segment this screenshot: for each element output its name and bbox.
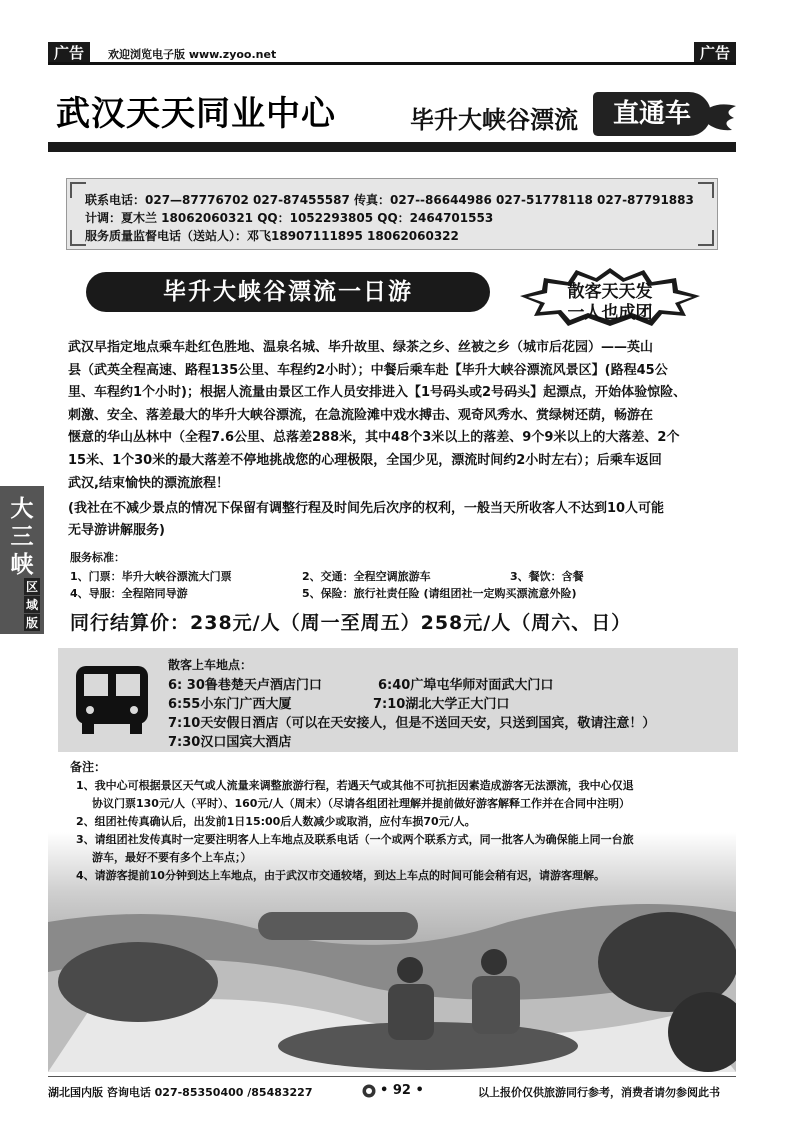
flame-icon <box>698 96 738 136</box>
side-tab-char: 三 <box>10 523 34 550</box>
policy-text <box>68 498 720 542</box>
policy-line: 无导游讲解服务) <box>68 523 165 538</box>
itinerary-line: 里、车程约1个小时)；根据人流量由景区工作人员安排进入【1号码头或2号码头】起漂点，开始体验惊险、 <box>68 385 687 401</box>
side-tab-char: 峡 <box>10 551 34 578</box>
note-line: 1、我中心可根据景区天气或人流量来调整旅游行程，若遇天气或其他不可抗拒因素造成游客无法漂流，我中心仅退 <box>76 779 634 792</box>
daily-departure-stamp <box>520 268 700 326</box>
service-item: 1、门票：毕升大峡谷漂流大门票 <box>70 570 232 583</box>
corner-ornament-icon <box>698 230 714 246</box>
stamp-line1: 散客天天发 <box>567 282 653 302</box>
note-line: 3、请组团社发传真时一定要注明客人上车地点及联系电话（一个或两个联系方式，同一批客人为确保能上同一台旅 <box>76 833 634 846</box>
region-side-tab <box>0 486 44 634</box>
direct-bus-badge: 直通车 <box>593 92 711 136</box>
note-line: 4、请游客提前10分钟到达上车地点，由于武汉市交通较堵，到达上车点的时间可能会稍有迟，请游客理解。 <box>76 869 605 882</box>
pickup-point: 6:55小东门广西大厦 <box>168 697 292 712</box>
pickup-point: 6:40广埠屯华师对面武大门口 <box>378 678 554 693</box>
contact-box <box>66 178 718 250</box>
settlement-price: 同行结算价：238元/人（周一至周五）258元/人（周六、日） <box>70 612 632 634</box>
corner-ornament-icon <box>70 230 86 246</box>
contact-phone: 联系电话：027—87776702 027-87455587 传真：027--86644986 027-51778118 027-87791883 <box>85 193 694 207</box>
banner-subtitle: 毕升大峡谷漂流 <box>410 105 578 134</box>
footer-rule <box>48 1076 736 1077</box>
itinerary-line: 县（武英全程高速、路程135公里、车程约2小时）；中餐后乘车赴【毕升大峡谷漂流风景区】(路程45公 <box>68 362 668 378</box>
pickup-point: 7:30汉口国宾大酒店 <box>168 735 292 750</box>
page-number: • 92 • <box>380 1083 424 1098</box>
itinerary-line: 刺激、安全、落差最大的毕升大峡谷漂流，在急流险滩中戏水搏击、观奇风秀水、赏绿树还荫，畅游在 <box>68 407 654 423</box>
pickup-heading: 散客上车地点： <box>168 658 253 672</box>
tour-title: 毕升大峡谷漂流一日游 <box>86 272 490 312</box>
note-line: 游车，最好不要有多个上车点；） <box>92 851 252 864</box>
itinerary-line: 武汉,结束愉快的漂流旅程！ <box>68 475 229 491</box>
site-url: 欢迎浏览电子版 www.zyoo.net <box>108 48 277 61</box>
bus-icon <box>72 664 152 736</box>
notes-heading: 备注： <box>70 760 107 774</box>
note-line: 2、组团社传真确认后，出发前1日15:00后人数减少或取消，应付车损70元/人。 <box>76 815 476 828</box>
side-tab-char: 大 <box>10 495 34 522</box>
banner-bar <box>48 142 736 152</box>
footer-left: 湖北国内版 咨询电话 027-85350400 /85483227 <box>48 1086 313 1099</box>
corner-ornament-icon <box>70 182 86 198</box>
banner <box>48 78 736 154</box>
side-tab-small: 区 <box>25 580 38 594</box>
service-item: 4、导服：全程陪同导游 <box>70 587 188 600</box>
pickup-point: 7:10湖北大学正大门口 <box>373 697 510 712</box>
service-heading: 服务标准： <box>70 551 125 564</box>
service-item: 3、餐饮：含餐 <box>510 570 584 583</box>
ad-tag-right: 广告 <box>694 42 736 64</box>
pickup-box <box>58 648 738 752</box>
stamp-line2: 一人也成团 <box>567 303 653 323</box>
company-name: 武汉天天同业中心 <box>56 94 336 134</box>
page-emblem-icon <box>362 1084 376 1098</box>
itinerary-text <box>68 337 720 495</box>
pickup-point: 7:10天安假日酒店（可以在天安接人，但是不送回天安，只送到国宾，敬请注意！） <box>168 716 656 731</box>
service-item: 5、保险：旅行社责任险 (请组团社一定购买漂流意外险) <box>302 587 577 600</box>
side-tab-small: 版 <box>25 616 38 630</box>
policy-line: (我社在不减少景点的情况下保留有调整行程及时间先后次序的权利，一般当天所收客人不达到10人可能 <box>68 501 665 516</box>
itinerary-line: 武汉早指定地点乘车赴红色胜地、温泉名城、毕升故里、绿茶之乡、丝被之乡（城市后花园）——英山 <box>68 340 654 355</box>
itinerary-line: 15米、1个30米的最大落差不停地挑战您的心理极限，全国少见，漂流时间约2小时左右）；后乘车返回 <box>68 452 662 468</box>
side-tab-small: 域 <box>25 598 38 612</box>
pickup-point: 6: 30鲁巷楚天卢酒店门口 <box>168 678 322 693</box>
service-item: 2、交通：全程空调旅游车 <box>302 570 431 583</box>
ad-tag-left: 广告 <box>48 42 90 64</box>
note-line: 协议门票130元/人（平时）、160元/人（周末）（尽请各组团社理解并提前做好游客解释工作并在合同中注明） <box>92 797 630 810</box>
header-rule <box>48 62 736 65</box>
contact-planner: 计调：夏木兰 18062060321 QQ：1052293805 QQ：2464701553 <box>85 211 494 225</box>
contact-supervision: 服务质量监督电话（送站人）：邓飞18907111895 18062060322 <box>85 229 459 243</box>
footer-right: 以上报价仅供旅游同行参考，消费者请勿参阅此书 <box>478 1086 720 1099</box>
itinerary-line: 惬意的华山丛林中（全程7.6公里、总落差288米，其中48个3米以上的落差、9个9米以上的大落差、2个 <box>68 430 680 446</box>
corner-ornament-icon <box>698 182 714 198</box>
